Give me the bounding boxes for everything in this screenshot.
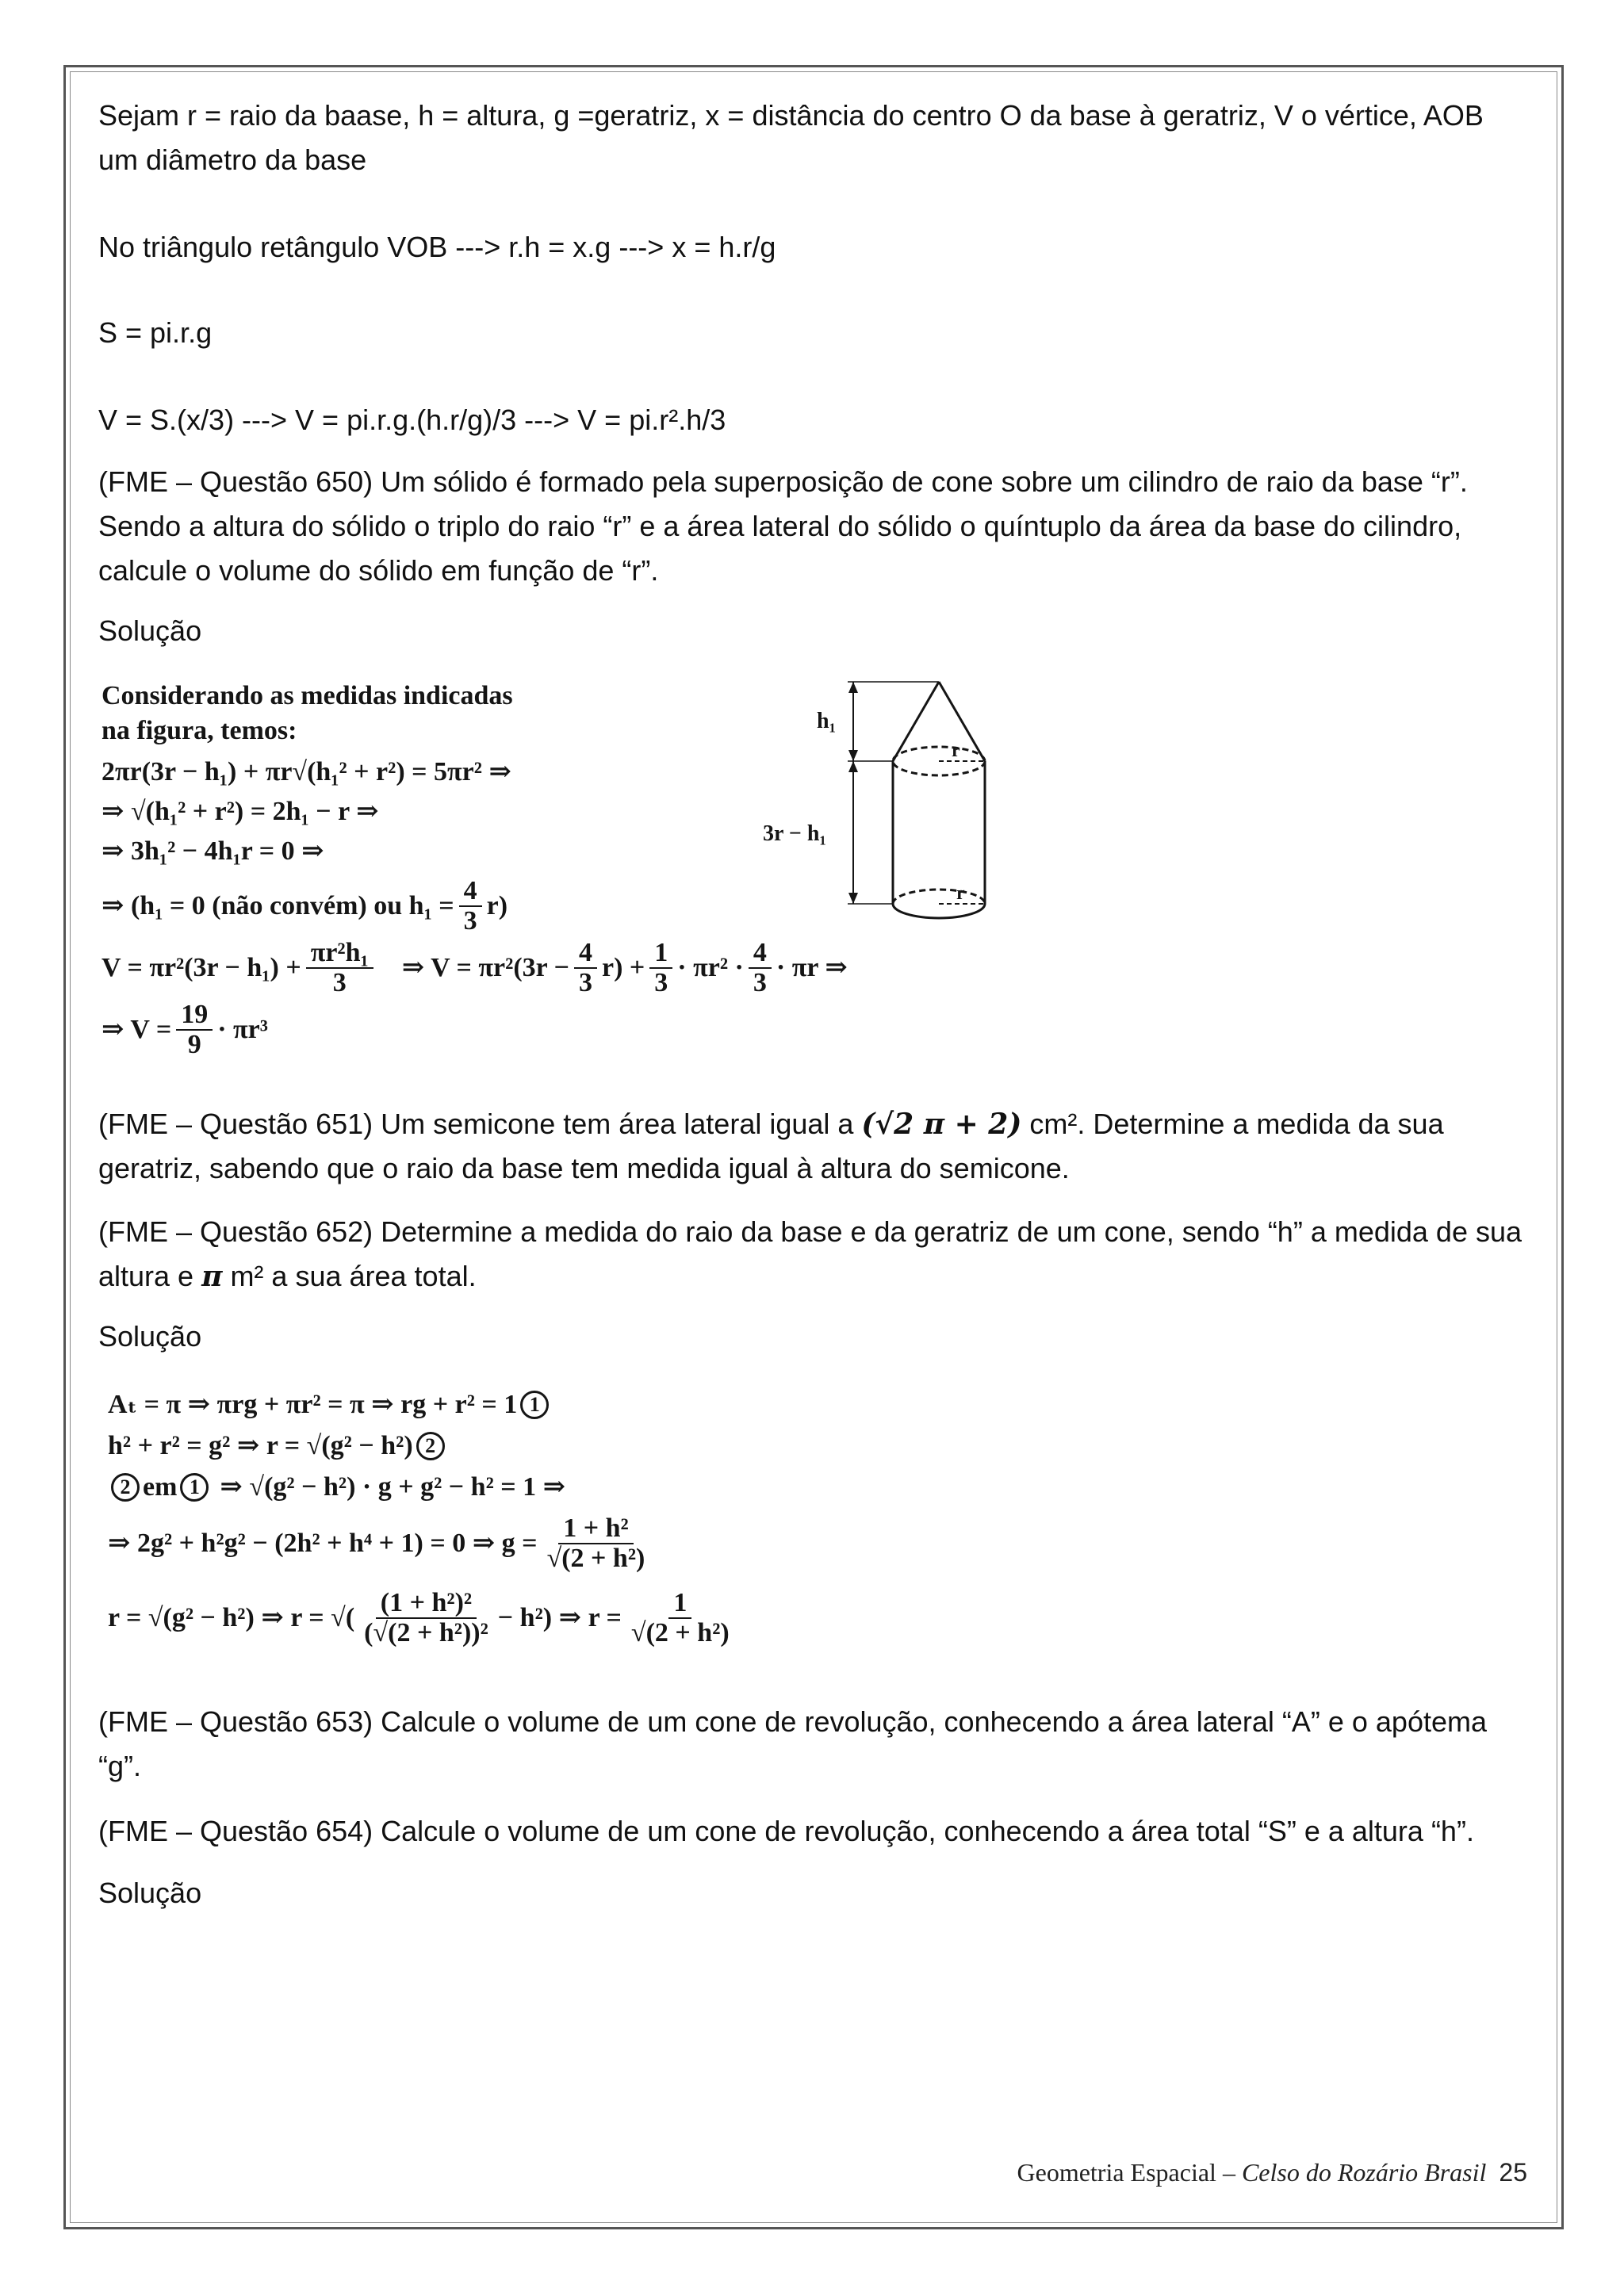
frac-den: 3	[463, 906, 477, 936]
sol652-l3: ⇒ √(g² − h²) · g + g² − h² = 1 ⇒	[220, 1472, 566, 1502]
question-654: (FME – Questão 654) Calcule o volume de um cone de revolução, conhecendo a área total “S” e a altura “h”.	[98, 1815, 1474, 1847]
sol650-line-3: 2πr(3r − h₁) + πr√(h₁² + r²) = 5πr² ⇒	[102, 757, 511, 786]
sol652-line-4	[108, 1514, 1526, 1573]
cylinder-bottom-back	[893, 890, 985, 904]
fraction-g	[542, 1514, 650, 1573]
footer-title: Geometria Espacial –	[1017, 2158, 1242, 2187]
sol650-l8-b: · πr³	[217, 1015, 268, 1044]
sol652-line-2	[108, 1424, 1526, 1468]
sol652-l2: h² + r² = g² ⇒ r = √(g² − h²)	[108, 1431, 413, 1460]
frac-den: 3	[332, 968, 347, 997]
solution-652-scan	[108, 1383, 1526, 1700]
fraction-4-3	[574, 939, 597, 997]
arrow-mid-down	[848, 761, 858, 772]
sol650-l6-b: r)	[486, 891, 508, 920]
frac-num: 1	[649, 939, 672, 969]
sol650-line-5: ⇒ 3h₁² − 4h₁r = 0 ⇒	[102, 836, 324, 866]
circled-number-2: 2	[416, 1432, 445, 1460]
fraction-1-3	[649, 939, 672, 997]
question-652	[98, 1210, 1526, 1299]
sol652-l5-b: − h²) ⇒ r =	[497, 1603, 622, 1632]
sol650-line-8	[102, 1001, 848, 1059]
question-651	[98, 1102, 1526, 1191]
sol650-line-2: na figura, temos:	[102, 716, 297, 745]
q652-text-before: (FME – Questão 652) Determine a medida do raio da base e da geratriz de um cone, sendo “h” a medida de sua altura e	[98, 1215, 1522, 1292]
fraction-r-inner	[359, 1589, 493, 1647]
intro-definitions: Sejam r = raio da baase, h = altura, g =geratriz, x = distância do centro O da base à geratriz, V o vértice, AOB um diâmetro da base	[98, 99, 1484, 176]
page-number: 25	[1499, 2158, 1527, 2187]
sol650-line-6	[102, 877, 848, 936]
cone-cylinder-figure	[756, 674, 1074, 928]
label-r-top: r	[952, 740, 960, 761]
circled-number-2: 2	[111, 1473, 140, 1502]
intro-volume: V = S.(x/3) ---> V = pi.r.g.(h.r/g)/3 ---> V = pi.r².h/3	[98, 404, 726, 436]
arrow-mid-up	[848, 750, 858, 761]
solution-650-block	[98, 674, 1526, 1102]
solution-heading-650: Solução	[98, 614, 202, 647]
fraction-4-3	[459, 877, 482, 936]
arrow-bottom	[848, 893, 858, 904]
q651-text-before: (FME – Questão 651) Um semicone tem área lateral igual a	[98, 1108, 862, 1140]
sol652-l5-a: r = √(g² − h²) ⇒ r = √(	[108, 1603, 355, 1632]
sol652-line-1	[108, 1383, 1526, 1427]
page-content	[98, 94, 1526, 1915]
frac-num: πr²h₁	[306, 939, 373, 969]
frac-num: 4	[459, 877, 482, 907]
sol650-l7-c: r) +	[602, 953, 645, 982]
frac-den: 3	[579, 968, 592, 997]
q652-math: π	[201, 1260, 223, 1293]
sol652-l3-em: em	[143, 1472, 178, 1502]
sol650-line-1: Considerando as medidas indicadas	[102, 681, 513, 710]
question-653: (FME – Questão 653) Calcule o volume de um cone de revolução, conhecendo a área lateral “A” e o apótema “g”.	[98, 1705, 1487, 1782]
intro-area: S = pi.r.g	[98, 316, 213, 349]
frac-den: √(2 + h²)	[546, 1544, 645, 1573]
circled-number-1: 1	[180, 1473, 209, 1502]
cone-right-edge	[939, 682, 985, 761]
frac-num: (1 + h²)²	[376, 1589, 477, 1619]
solution-650-scan	[102, 674, 848, 1059]
frac-num: 1 + h²	[558, 1514, 633, 1544]
q651-text-after: cm². Determine a medida da sua geratriz, sabendo que o raio da base tem medida igual à altura do semicone.	[98, 1108, 1444, 1184]
sol650-l7-e: · πr² ·	[677, 953, 744, 982]
frac-num: 19	[176, 1001, 213, 1031]
sol650-l6-a: ⇒ (h₁ = 0 (não convém) ou h₁ =	[102, 891, 454, 920]
frac-num: 4	[574, 939, 597, 969]
label-r-bottom: r	[956, 883, 965, 904]
fraction-r	[626, 1589, 734, 1647]
label-cylinder-height: 3r − h₁	[763, 821, 826, 846]
circled-number-1: 1	[520, 1391, 549, 1419]
frac-den: 9	[187, 1030, 201, 1059]
solution-heading-652: Solução	[98, 1320, 202, 1353]
sol650-l7-f: · πr ⇒	[776, 953, 848, 982]
sol652-l4-a: ⇒ 2g² + h²g² − (2h² + h⁴ + 1) = 0 ⇒ g =	[108, 1529, 538, 1558]
solution-heading-654: Solução	[98, 1877, 202, 1909]
sol652-line-5	[108, 1589, 1526, 1647]
fraction-4-3	[749, 939, 772, 997]
sol652-l1: Aₜ = π ⇒ πrg + πr² = π ⇒ rg + r² = 1	[108, 1390, 518, 1419]
fraction-pr2h1-3	[306, 939, 373, 997]
sol650-l7-b: ⇒ V = πr²(3r −	[401, 953, 569, 982]
question-650: (FME – Questão 650) Um sólido é formado pela superposição de cone sobre um cilindro de raio da base “r”. Sendo a altura do sólido o triplo do raio “r” e a área lateral do sólido o quíntuplo da área da base do cilindro, calcule o volume do sólido em função de “r”.	[98, 465, 1468, 587]
frac-num: 1	[668, 1589, 691, 1619]
frac-den: 3	[654, 968, 668, 997]
arrow-top	[848, 682, 858, 693]
label-h1: h₁	[817, 709, 836, 733]
sol650-line-4: ⇒ √(h₁² + r²) = 2h₁ − r ⇒	[102, 797, 379, 826]
sol652-line-3	[108, 1465, 1526, 1510]
sol650-line-7	[102, 939, 848, 997]
frac-num: 4	[749, 939, 772, 969]
footer-author: Celso do Rozário Brasil	[1241, 2158, 1487, 2187]
frac-den: (√(2 + h²))²	[364, 1618, 488, 1647]
fraction-19-9	[176, 1001, 213, 1059]
intro-triangle: No triângulo retângulo VOB ---> r.h = x.g ---> x = h.r/g	[98, 231, 776, 263]
sol650-l8-a: ⇒ V =	[102, 1015, 172, 1044]
page-footer	[1017, 2155, 1528, 2190]
sol650-l7-a: V = πr²(3r − h₁) +	[102, 953, 301, 982]
q652-text-after: m² a sua área total.	[222, 1260, 477, 1292]
frac-den: √(2 + h²)	[630, 1618, 730, 1647]
cylinder-bottom-front	[893, 904, 985, 918]
frac-den: 3	[753, 968, 767, 997]
q651-math: (√2 π + 2)	[861, 1108, 1022, 1141]
